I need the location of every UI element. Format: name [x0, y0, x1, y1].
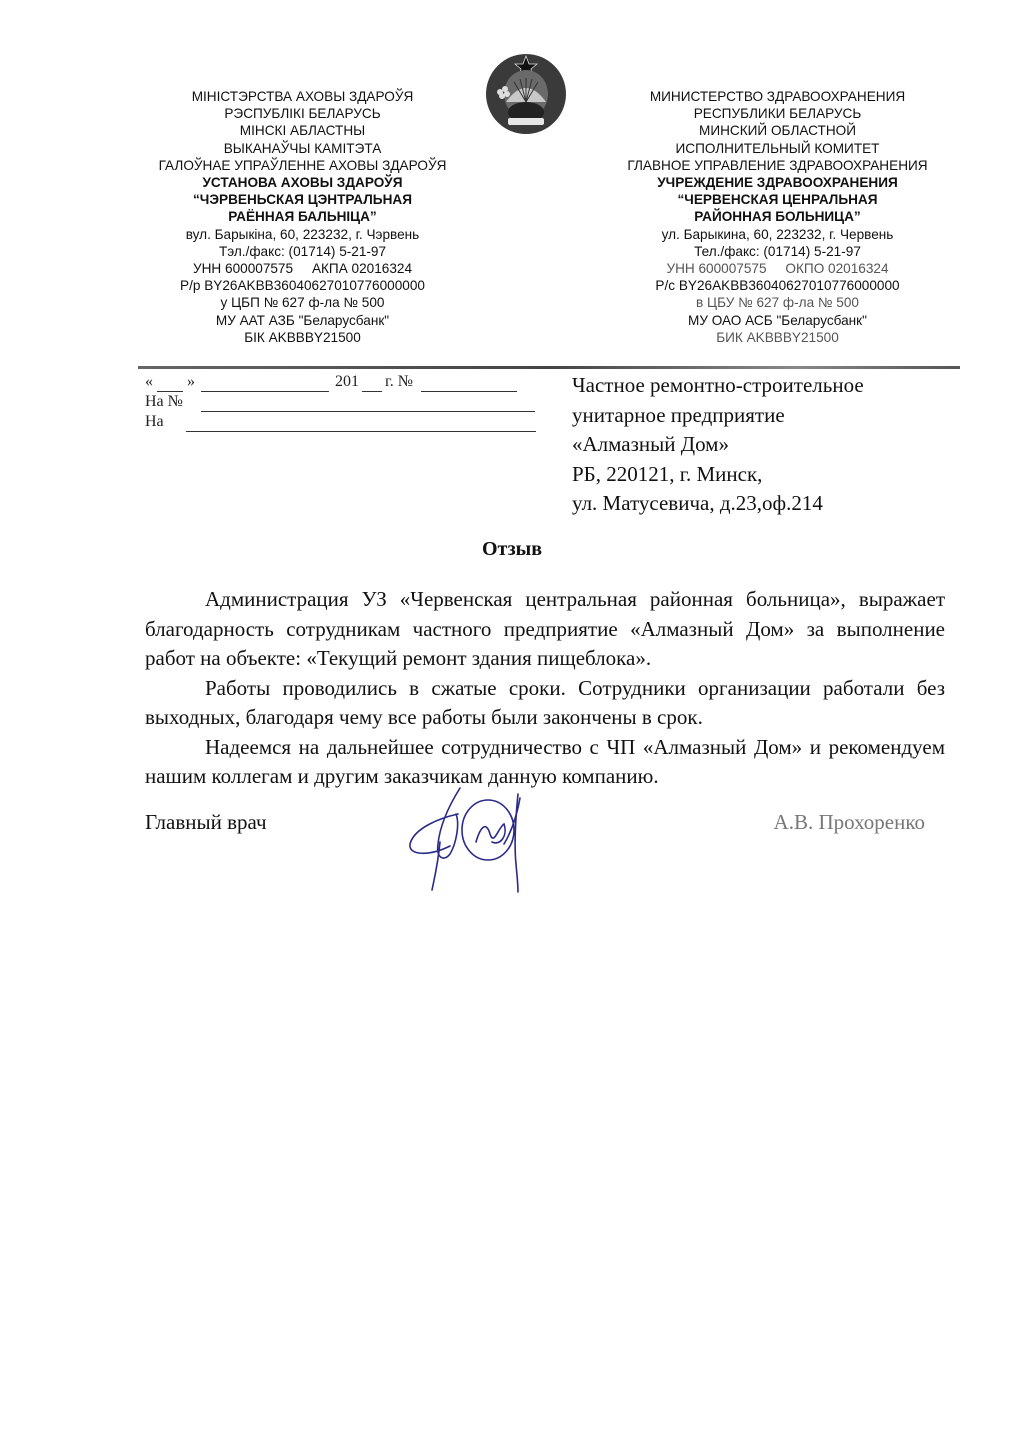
bank-name: МУ ОАО АСБ "Беларусбанк": [688, 312, 867, 328]
signer-name: А.В. Прохоренко: [773, 810, 925, 834]
letterhead-line: РЭСПУБЛІКІ БЕЛАРУСЬ: [224, 106, 381, 122]
letterhead-line: МІНСКІ АБЛАСТНЫ: [239, 123, 366, 139]
document-title: Отзыв: [481, 538, 543, 560]
bank-branch: в ЦБУ № 627 ф-ла № 500: [696, 295, 859, 311]
bank-bik: БІК AKBBBY21500: [244, 329, 361, 345]
header-divider: [138, 366, 960, 369]
year-field: [362, 377, 382, 392]
date-number-row: [145, 372, 545, 392]
address: ул. Барыкина, 60, 223232, г. Червень: [661, 226, 894, 242]
letterhead-line: ВЫКАНАЎЧЫ КАМІТЭТА: [223, 140, 382, 156]
reply-to-field: [201, 397, 535, 412]
bank-account: Р/с BY26AKBB36040627010776000000: [655, 278, 900, 294]
institution-name-line: “ЧЭРВЕНЬСКАЯ ЦЭНТРАЛЬНАЯ: [193, 192, 412, 208]
letterhead-line: МИНСКИЙ ОБЛАСТНОЙ: [699, 123, 856, 139]
letterhead-line: РЕСПУБЛИКИ БЕЛАРУСЬ: [693, 106, 862, 122]
recipient-line: унитарное предприятие: [572, 402, 785, 427]
letterhead-russian: [595, 88, 960, 346]
registration-block: [145, 372, 545, 432]
quote-close: »: [187, 373, 195, 390]
recipient-line: Частное ремонтно-строительное: [572, 373, 864, 397]
body-paragraph: Надеемся на дальнейшее сотрудничество с ЧП «Алмазный Дом» и рекомендуем нашим коллегам и другим заказчикам данную компанию.: [145, 734, 945, 788]
bank-account: Р/р BY26AKBB36040627010776000000: [180, 278, 425, 294]
number-field: [421, 377, 517, 392]
on-field: [186, 417, 536, 432]
body-paragraph: Работы проводились в сжатые сроки. Сотрудники организации работали без выходных, благодаря чему все работы были закончены в срок.: [145, 675, 945, 729]
recipient-line: РБ, 220121, г. Минск,: [572, 461, 763, 486]
recipient-line: ул. Матусевича, д.23,оф.214: [572, 491, 823, 515]
on-label: На: [145, 413, 164, 430]
signer-position: Главный врач: [145, 810, 267, 834]
tax-ids: УНН 600007575 АКПА 02016324: [192, 261, 413, 277]
phone: Тэл./факс: (01714) 5-21-97: [218, 243, 387, 259]
letterhead-line: МІНІСТЭРСТВА АХОВЫ ЗДАРОЎЯ: [191, 89, 414, 104]
reply-to-label: На №: [145, 393, 183, 410]
on-row: [145, 412, 545, 432]
letterhead-line: ИСПОЛНИТЕЛЬНЫЙ КОМИТЕТ: [675, 140, 880, 156]
number-label: г. №: [385, 373, 414, 390]
handwritten-signature-icon: [400, 784, 550, 894]
recipient-line: «Алмазный Дом»: [572, 432, 729, 456]
letterhead-line: ГАЛОЎНАЕ УПРАЎЛЕННЕ АХОВЫ ЗДАРОЎЯ: [158, 157, 447, 173]
recipient-address: [572, 371, 952, 519]
letterhead-line: ГЛАВНОЕ УПРАВЛЕНИЕ ЗДРАВООХРАНЕНИЯ: [627, 157, 928, 173]
state-emblem-icon: [478, 44, 574, 140]
letterhead-belarusian: [130, 88, 475, 346]
bank-bik: БИК AKBBBY21500: [716, 329, 839, 345]
phone: Тел./факс: (01714) 5-21-97: [694, 243, 861, 259]
body-paragraph: Администрация УЗ «Червенская центральная районная больница», выражает благодарность сотрудникам частного предприятие «Алмазный Дом» за выполнение работ на объекте: «Текущий ремонт здания пищеблока».: [145, 587, 945, 670]
month-field: [201, 377, 329, 392]
bank-name: МУ ААТ АЗБ "Беларусбанк": [215, 312, 390, 328]
address: вул. Барыкіна, 60, 223232, г. Чэрвень: [185, 226, 420, 242]
letterhead-line: МИНИСТЕРСТВО ЗДРАВООХРАНЕНИЯ: [649, 89, 906, 104]
year-prefix: 201: [335, 373, 359, 390]
institution-name-line: РАЙОННАЯ БОЛЬНИЦА”: [694, 209, 861, 225]
quote-open: «: [145, 373, 153, 390]
institution-name-line: РАЁННАЯ БАЛЬНІЦА”: [228, 209, 377, 225]
institution-name-line: УСТАНОВА АХОВЫ ЗДАРОЎЯ: [202, 175, 403, 191]
bank-branch: у ЦБП № 627 ф-ла № 500: [220, 295, 385, 311]
tax-ids: УНН 600007575 ОКПО 02016324: [666, 261, 889, 277]
institution-name-line: “ЧЕРВЕНСКАЯ ЦЕНРАЛЬНАЯ: [677, 192, 878, 208]
day-field: [157, 377, 183, 392]
document-body: [145, 585, 945, 792]
institution-name-line: УЧРЕЖДЕНИЕ ЗДРАВООХРАНЕНИЯ: [657, 175, 898, 191]
reply-to-row: [145, 392, 545, 412]
